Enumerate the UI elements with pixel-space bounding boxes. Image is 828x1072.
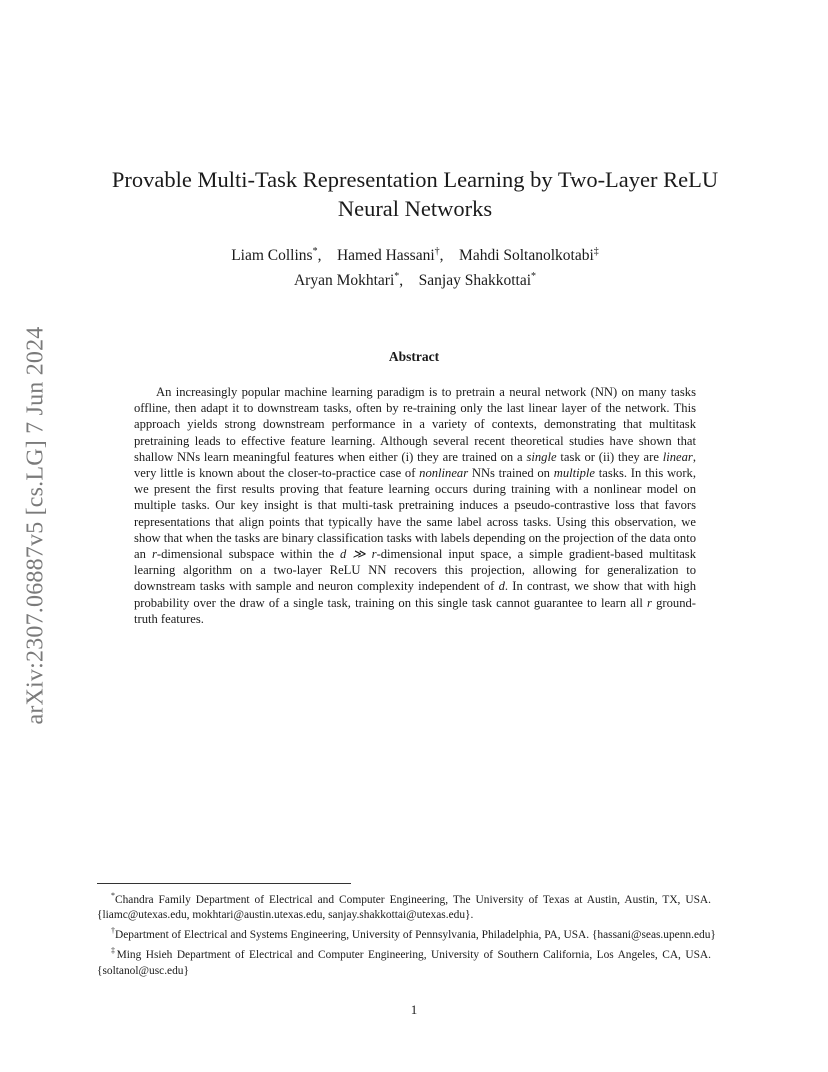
footnote-mark: ‡ [111,946,117,956]
footnote-divider [97,883,351,884]
footnote-email: {hassani@seas.upenn.edu} [591,929,716,942]
affiliation-mark: † [434,246,440,257]
affiliation-mark: * [394,271,400,283]
affiliation-mark: * [531,271,537,283]
author-name: Hamed Hassani†, [336,246,444,265]
arxiv-identifier-stamp [16,300,56,750]
author-name: Mahdi Soltanolkotabi‡ [459,246,599,265]
footnote-mark: † [111,926,115,936]
footnotes [97,888,733,979]
author-list [150,241,680,291]
footnote-email: {soltanol@usc.edu} [97,964,189,977]
author-name: Aryan Mokhtari*, [293,271,404,290]
footnote-email: {liamc@utexas.edu, mokhtari@austin.utexas.edu, sanjay.shakkottai@utexas.edu}. [97,909,474,922]
footnote-mark: * [111,891,115,900]
paper-title: Provable Multi-Task Representation Learning by Two-Layer ReLU Neural Networks [111,167,719,222]
page-number: 1 [410,1002,418,1017]
abstract-heading: Abstract [388,349,440,364]
footnote: ‡Ming Hsieh Department of Electrical and Computer Engineering, University of Southern California, Los Angeles, CA, USA.{soltanol@usc.edu} [97,946,711,977]
author-name: Sanjay Shakkottai* [418,271,537,290]
footnote: *Chandra Family Department of Electrical and Computer Engineering, The University of Texas at Austin, Austin, TX, USA.{liamc@utexas.edu, mokhtari@austin.utexas.edu, sanjay.shakkottai@utexas.edu}. [97,891,711,922]
arxiv-identifier-text: arXiv:2307.06887v5 [cs.LG] 7 Jun 2024 [22,325,49,725]
author-name: Liam Collins*, [231,246,322,265]
affiliation-mark: ‡ [593,246,599,257]
footnote: †Department of Electrical and Systems Engineering, University of Pennsylvania, Philadelphia, PA, USA. {hassani@seas.upenn.edu} [111,926,716,942]
abstract-text: An increasingly popular machine learning paradigm is to pretrain a neural network (NN) on many tasks offline, then adapt it to downstream tasks, often by re-training only the last linear layer of the network. This approach yields strong downstream performance in a variety of contexts, demonstrating that multitask pretraining leads to effective feature learning. Although several recent theoretical studies have shown that shallow NNs learn meaningful features when either (i) they are trained on a single task or (ii) they are linear, very little is known about the closer-to-practice case of nonlinear NNs trained on multiple tasks. In this work, we present the first results proving that feature learning occurs during training with a nonlinear model on multiple tasks. Our key insight is that multi-task pretraining induces a pseudo-contrastive loss that favors representations that align points that typically have the same label across tasks. Using this observation, we show that when the tasks are binary classification tasks with labels depending on the projection of the data onto an r-dimensional subspace within the d ≫ r-dimensional input space, a simple gradient-based multitask learning algorithm on a two-layer ReLU NN recovers this projection, allowing for generalization to downstream tasks with sample and neuron complexity independent of d. In contrast, we show that with high probability over the draw of a single task, training on this single task cannot guarantee to learn all r ground-truth features. [134,385,696,626]
affiliation-mark: * [312,246,318,257]
